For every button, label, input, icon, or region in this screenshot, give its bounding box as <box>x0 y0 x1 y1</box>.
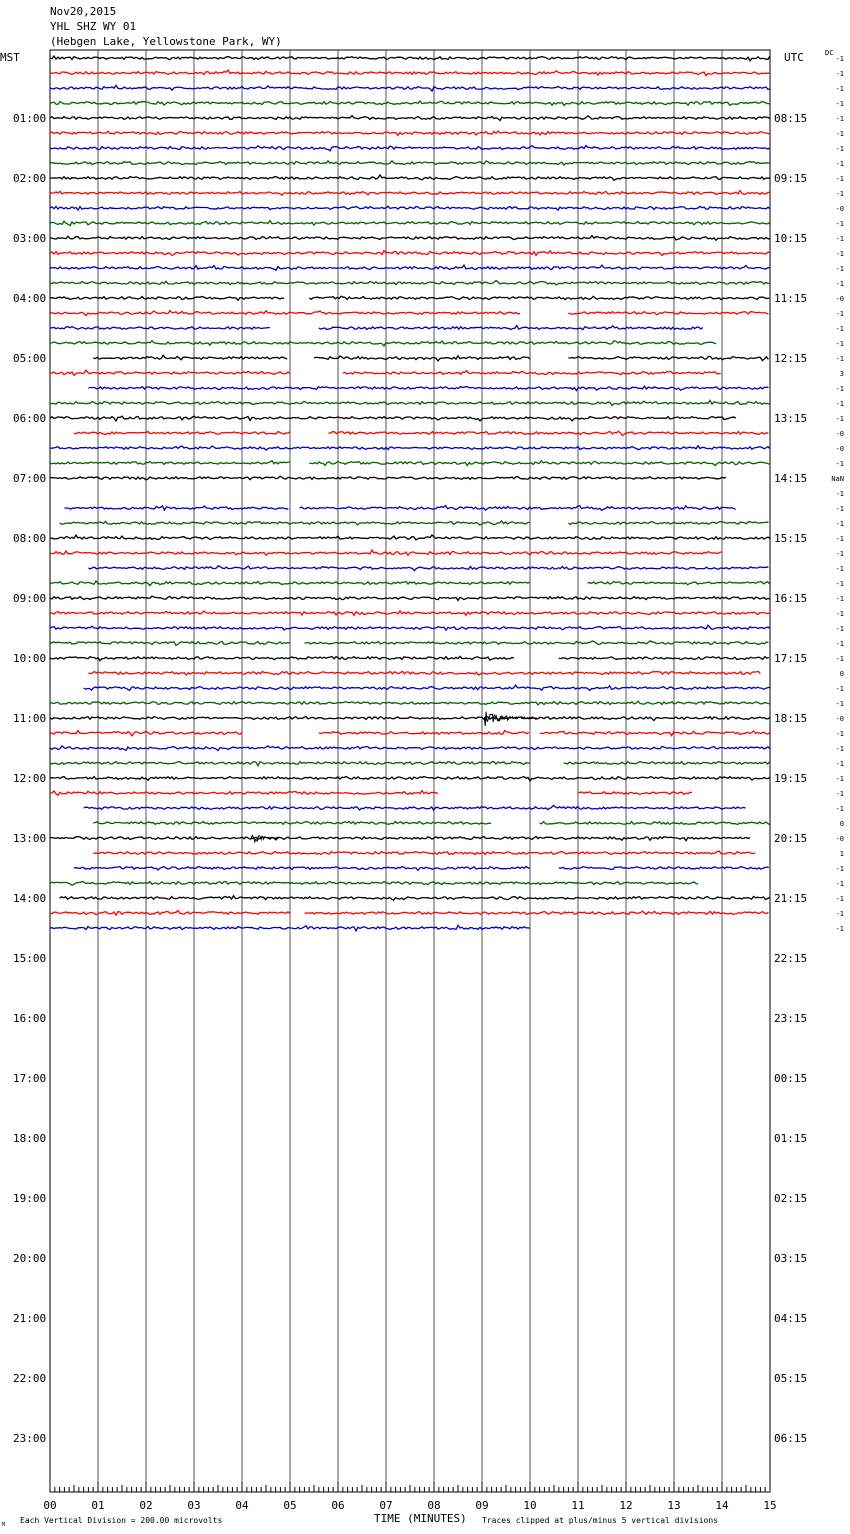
dc-offset-value: -1 <box>835 415 844 423</box>
seismic-trace <box>50 701 770 705</box>
dc-offset-value: 3 <box>839 370 844 378</box>
x-tick-label: 14 <box>715 1499 729 1512</box>
seismic-trace <box>74 867 530 871</box>
dc-offset-value: -1 <box>835 460 844 468</box>
dc-offset-value: -1 <box>835 655 844 663</box>
seismic-trace <box>328 431 768 435</box>
seismic-trace <box>588 582 770 585</box>
x-tick-label: 15 <box>763 1499 777 1512</box>
dc-offset-value: -1 <box>835 550 844 558</box>
dc-offset-value: -0 <box>835 295 844 303</box>
dc-label: DC <box>825 49 834 57</box>
x-tick-label: 05 <box>283 1499 297 1512</box>
header-station: YHL SHZ WY 01 <box>50 20 137 33</box>
dc-offset-value: -0 <box>835 835 844 843</box>
dc-offset-value: -1 <box>835 385 844 393</box>
seismic-trace <box>50 341 716 346</box>
seismic-trace <box>564 762 770 765</box>
seismic-trace <box>50 56 770 61</box>
dc-offset-value: -1 <box>835 130 844 138</box>
seismic-trace <box>88 566 768 571</box>
utc-hour-label: 20:15 <box>774 832 808 845</box>
trace-area <box>50 56 770 931</box>
mst-hour-label: 03:00 <box>13 232 47 245</box>
dc-offset-value: -1 <box>835 490 844 498</box>
x-tick-label: 06 <box>331 1499 345 1512</box>
seismic-trace <box>93 355 287 360</box>
dc-offset-value: -1 <box>835 865 844 873</box>
seismic-trace <box>50 611 770 616</box>
dc-offset-value: -1 <box>835 355 844 363</box>
utc-hour-label: 09:15 <box>774 172 808 185</box>
seismic-trace <box>559 657 769 660</box>
dc-offset-value: -1 <box>835 775 844 783</box>
dc-offset-value: -1 <box>835 325 844 333</box>
mst-hour-label: 19:00 <box>13 1192 47 1205</box>
seismic-trace <box>84 685 770 690</box>
seismic-trace <box>50 535 770 540</box>
seismic-trace <box>540 822 770 825</box>
seismic-trace <box>319 731 529 735</box>
mst-hour-label: 22:00 <box>13 1372 47 1385</box>
mst-hour-label: 17:00 <box>13 1072 47 1085</box>
dc-offset-value: NaN <box>831 475 844 483</box>
utc-hour-label: 13:15 <box>774 412 808 425</box>
utc-hour-label: 14:15 <box>774 472 808 485</box>
seismic-trace <box>93 822 491 825</box>
x-tick-label: 10 <box>523 1499 537 1512</box>
seismic-trace <box>50 476 726 480</box>
dc-offset-value: -1 <box>835 280 844 288</box>
utc-hour-label: 21:15 <box>774 892 808 905</box>
seismic-trace <box>50 161 770 165</box>
seismic-trace <box>50 416 736 421</box>
seismic-trace <box>50 837 750 841</box>
seismic-trace <box>50 625 770 630</box>
dc-offset-value: -1 <box>835 85 844 93</box>
utc-hour-label: 17:15 <box>774 652 808 665</box>
earthquake-event <box>252 836 280 842</box>
x-axis <box>43 1482 776 1512</box>
dc-offset-value: -1 <box>835 535 844 543</box>
seismic-trace <box>50 641 290 645</box>
utc-hour-label: 01:15 <box>774 1132 808 1145</box>
utc-hour-label: 16:15 <box>774 592 808 605</box>
mst-hour-label: 04:00 <box>13 292 47 305</box>
x-tick-label: 12 <box>619 1499 633 1512</box>
mst-hour-label: 14:00 <box>13 892 47 905</box>
dc-offset-value: -1 <box>835 640 844 648</box>
header-location: (Hebgen Lake, Yellowstone Park, WY) <box>50 35 282 48</box>
seismic-trace <box>50 206 770 210</box>
seismic-trace <box>540 731 770 736</box>
dc-offset-value: -1 <box>835 805 844 813</box>
dc-offset-value: -1 <box>835 595 844 603</box>
seismic-trace <box>88 386 768 390</box>
dc-offset-value: -1 <box>835 100 844 108</box>
mst-hour-label: 20:00 <box>13 1252 47 1265</box>
x-tick-label: 01 <box>91 1499 105 1512</box>
dc-offset-value: -1 <box>835 745 844 753</box>
mst-hour-label: 13:00 <box>13 832 47 845</box>
right-timezone-label: UTC <box>784 51 804 64</box>
left-timezone-label: MST <box>0 51 20 64</box>
mst-hour-label: 01:00 <box>13 112 47 125</box>
seismic-trace <box>559 867 769 870</box>
seismic-trace <box>304 911 768 914</box>
dc-offset-value: 0 <box>839 670 844 678</box>
seismic-trace <box>314 356 530 361</box>
utc-hour-label: 00:15 <box>774 1072 808 1085</box>
seismic-trace <box>60 521 530 525</box>
seismic-trace <box>309 461 769 466</box>
x-tick-label: 04 <box>235 1499 249 1512</box>
dc-offset-value: 0 <box>839 820 844 828</box>
x-tick-label: 03 <box>187 1499 201 1512</box>
seismic-trace <box>50 265 770 270</box>
dc-offset-column <box>831 55 844 933</box>
seismic-trace <box>50 146 770 151</box>
seismic-trace <box>50 251 770 256</box>
utc-hour-label: 02:15 <box>774 1192 808 1205</box>
seismic-trace <box>50 191 770 196</box>
dc-offset-value: -1 <box>835 685 844 693</box>
seismic-trace <box>50 777 770 781</box>
dc-offset-value: -1 <box>835 250 844 258</box>
seismic-trace <box>93 851 755 855</box>
mst-hour-label: 08:00 <box>13 532 47 545</box>
mst-hour-label: 21:00 <box>13 1312 47 1325</box>
utc-hour-label: 08:15 <box>774 112 808 125</box>
mst-hour-label: 09:00 <box>13 592 47 605</box>
dc-offset-value: 1 <box>839 850 844 858</box>
seismic-trace <box>50 717 770 721</box>
seismic-trace <box>50 327 270 330</box>
dc-offset-value: -1 <box>835 505 844 513</box>
dc-offset-value: -1 <box>835 625 844 633</box>
dc-offset-value: -1 <box>835 400 844 408</box>
x-tick-label: 11 <box>571 1499 585 1512</box>
seismic-trace <box>50 746 770 751</box>
utc-hour-label: 22:15 <box>774 952 808 965</box>
seismic-trace <box>309 296 769 300</box>
mst-hour-label: 10:00 <box>13 652 47 665</box>
seismic-trace <box>568 312 768 315</box>
mst-hour-label: 05:00 <box>13 352 47 365</box>
dc-offset-value: -1 <box>835 190 844 198</box>
seismic-trace <box>50 297 284 301</box>
dc-offset-value: -1 <box>835 115 844 123</box>
dc-offset-value: -0 <box>835 205 844 213</box>
seismic-trace <box>578 792 692 795</box>
seismic-trace <box>300 506 736 511</box>
utc-hour-label: 11:15 <box>774 292 808 305</box>
x-tick-label: 07 <box>379 1499 393 1512</box>
x-axis-title: TIME (MINUTES) <box>374 1512 467 1525</box>
seismic-trace <box>50 70 770 75</box>
utc-hour-label: 04:15 <box>774 1312 808 1325</box>
mst-hour-label: 02:00 <box>13 172 47 185</box>
utc-hour-label: 12:15 <box>774 352 808 365</box>
seismic-trace <box>304 641 768 645</box>
mst-hour-label: 12:00 <box>13 772 47 785</box>
mst-hour-label: 15:00 <box>13 952 47 965</box>
dc-offset-value: -1 <box>835 925 844 933</box>
dc-offset-value: -1 <box>835 790 844 798</box>
utc-hour-label: 03:15 <box>774 1252 808 1265</box>
dc-offset-value: -1 <box>835 565 844 573</box>
dc-offset-value: -1 <box>835 610 844 618</box>
dc-offset-value: -1 <box>835 730 844 738</box>
seismic-trace <box>568 522 768 525</box>
utc-hour-label: 15:15 <box>774 532 808 545</box>
seismic-trace <box>50 400 770 405</box>
dc-offset-value: -1 <box>835 265 844 273</box>
dc-offset-value: -1 <box>835 55 844 63</box>
dc-offset-value: -1 <box>835 310 844 318</box>
seismic-trace <box>88 671 760 675</box>
seismic-trace <box>50 101 770 106</box>
seismic-trace <box>50 131 770 135</box>
seismic-trace <box>60 896 770 901</box>
seismic-trace <box>343 371 721 375</box>
x-tick-label: 08 <box>427 1499 441 1512</box>
seismic-trace <box>50 236 770 241</box>
mst-hour-label: 06:00 <box>13 412 47 425</box>
dc-offset-value: -1 <box>835 70 844 78</box>
dc-offset-value: -1 <box>835 340 844 348</box>
utc-hour-label: 06:15 <box>774 1432 808 1445</box>
x-tick-label: 00 <box>43 1499 57 1512</box>
seismic-trace <box>50 911 290 916</box>
dc-offset-value: -1 <box>835 910 844 918</box>
dc-offset-value: -1 <box>835 700 844 708</box>
seismic-trace <box>50 281 770 285</box>
mst-hour-label: 07:00 <box>13 472 47 485</box>
mst-hour-label: 18:00 <box>13 1132 47 1145</box>
seismic-trace <box>50 370 290 375</box>
seismic-trace <box>50 85 770 91</box>
seismic-trace <box>84 805 746 810</box>
dc-offset-value: -1 <box>835 520 844 528</box>
dc-offset-value: -1 <box>835 235 844 243</box>
clip-note: Traces clipped at plus/minus 5 vertical divisions <box>482 1516 719 1525</box>
seismic-trace <box>50 116 770 121</box>
seismic-trace <box>50 461 290 465</box>
utc-hour-label: 18:15 <box>774 712 808 725</box>
header-date: Nov20,2015 <box>50 5 117 18</box>
corner-mark: M <box>2 1522 6 1528</box>
dc-offset-value: -1 <box>835 580 844 588</box>
dc-offset-value: -1 <box>835 880 844 888</box>
dc-offset-value: -0 <box>835 715 844 723</box>
x-tick-label: 13 <box>667 1499 681 1512</box>
seismic-trace <box>568 356 768 360</box>
dc-offset-value: -1 <box>835 760 844 768</box>
mst-hour-label: 23:00 <box>13 1432 47 1445</box>
dc-offset-value: -1 <box>835 160 844 168</box>
seismic-trace <box>50 311 520 316</box>
dc-offset-value: -0 <box>835 445 844 453</box>
dc-offset-value: -0 <box>835 430 844 438</box>
x-tick-label: 02 <box>139 1499 153 1512</box>
mst-hour-label: 16:00 <box>13 1012 47 1025</box>
vertical-division-note: Each Vertical Division = 200.00 microvolts <box>20 1516 223 1525</box>
dc-offset-value: -1 <box>835 895 844 903</box>
dc-offset-value: -1 <box>835 175 844 183</box>
seismic-trace <box>74 432 290 435</box>
dc-offset-value: -1 <box>835 145 844 153</box>
x-tick-label: 09 <box>475 1499 489 1512</box>
dc-offset-value: -1 <box>835 220 844 228</box>
seismic-trace <box>50 656 514 660</box>
seismic-trace <box>50 882 698 886</box>
utc-hour-label: 19:15 <box>774 772 808 785</box>
utc-hour-label: 10:15 <box>774 232 808 245</box>
seismic-trace <box>50 221 770 226</box>
utc-hour-label: 05:15 <box>774 1372 808 1385</box>
seismic-trace <box>50 791 438 796</box>
seismic-trace <box>50 446 770 450</box>
seismic-trace <box>50 596 770 600</box>
seismic-trace <box>50 175 770 180</box>
seismic-trace <box>319 326 703 330</box>
utc-hour-label: 23:15 <box>774 1012 808 1025</box>
mst-hour-label: 11:00 <box>13 712 47 725</box>
